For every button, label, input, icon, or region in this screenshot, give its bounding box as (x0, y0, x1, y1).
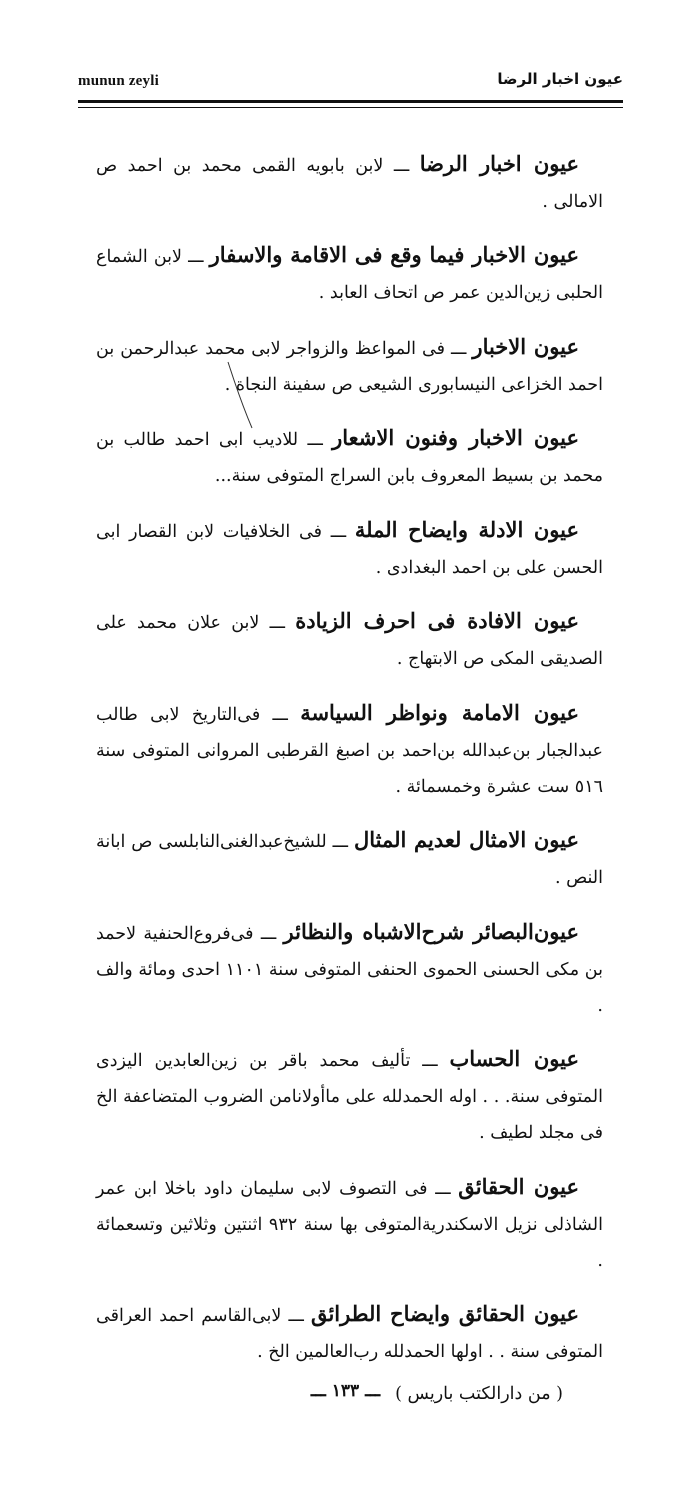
source-note: ( من دارالكتب باريس ) (395, 1384, 563, 1404)
page-header (78, 72, 623, 100)
entry-5 (96, 603, 603, 677)
entry-body: ـــ فى المواعظ والزواجر لابى محمد عبدالرحمن بن احمد الخزاعى النيسابورى الشيعى ص سفينة النجاة . (96, 338, 603, 395)
entry-7 (96, 822, 603, 896)
entry-title: عيون الاخبار وفنون الاشعار (332, 425, 579, 450)
entry-title: عيون الحقائق (458, 1173, 579, 1199)
entry-list (96, 128, 603, 1410)
entry-body: ـــ للاديب ابى احمد طالب بن محمد بن بسيط المعروف بابن السراج المتوفى سنة... (96, 430, 603, 486)
entry-title: عيون اخبار الرضا (419, 150, 579, 176)
entry-title: عيون الاخبار فيما وقع فى الاقامة والاسفار (209, 242, 579, 267)
entry-6 (96, 695, 603, 805)
entry-body: ـــ فى التصوف لابى سليمان داود باخلا ابن عمر الشاذلى نزيل الاسكندرية‌المتوفى بها سنة ٩٣٢ اثنتين وثلاثين وتسعمائة . (96, 1178, 603, 1271)
entry-title: عيون الافادة فى احرف الزيادة (295, 608, 579, 633)
entry-body: ـــ لابن بابويه القمى محمد بن احمد ص الامالى . (96, 155, 603, 212)
entry-title: عيون الادلة وايضاح الملة (354, 516, 579, 542)
entry-body: ـــ لابن الشماع الحلبى زين‌الدين عمر ص اتحاف العابد . (96, 247, 603, 303)
entry-body: ـــ فى الخلافيات لابن القصار ابى الحسن على بن احمد البغدادى . (96, 521, 603, 578)
entry-title: عيون الاخبار (472, 333, 579, 359)
entry-title: عيون‌البصائر شرح‌الاشباه والنظائر (283, 918, 579, 944)
entry-body: ـــ لابى‌القاسم احمد العراقى المتوفى سنة . . اولها الحمدلله رب‌العالمين الخ . (96, 1306, 603, 1362)
header-rule-thin (78, 107, 623, 108)
entry-9 (96, 1041, 603, 1151)
header-right-text: عيون اخبار الرضا (497, 70, 623, 88)
entry-10 (96, 1169, 603, 1279)
entry-title: عيون الحساب (449, 1046, 579, 1071)
entry-title: عيون الامثال لعديم المثال (354, 827, 579, 852)
header-left-text: munun zeyli (78, 73, 159, 89)
entry-title: عيون الحقائق وايضاح الطرائق (310, 1301, 579, 1326)
entry-8 (96, 914, 603, 1024)
entry-body: ـــ للشيخ‌عبدالغنى‌النابلسى ص ابانة النص . (96, 832, 603, 888)
entry-body: ـــ تأليف محمد باقر بن زين‌العابدين اليزدى المتوفى سنة. . . اوله الحمدلله على ماأولانامن الضروب المتضاعفة الخ فى مجلد لطيف . (96, 1051, 603, 1143)
entry-body: ـــ فى‌التاريخ لابى طالب عبدالجبار بن‌عبدالله بن‌احمد بن اصبغ القرطبى المروانى المتوفى سنة ٥١٦ ست عشرة وخمسمائة . (96, 704, 603, 797)
entry-3 (96, 420, 603, 494)
entry-body: ـــ فى‌فروع‌الحنفية لاحمد بن مكى الحسنى الحموى الحنفى المتوفى سنة ١١٠١ احدى ومائة والف . (96, 923, 603, 1016)
entry-title: عيون الامامة ونواظر السياسة (300, 699, 579, 725)
entry-body: ـــ لابن علان محمد على الصديقى المكى ص الابتهاج . (96, 613, 603, 669)
header-rule-thick (78, 100, 623, 103)
entry-11 (96, 1296, 603, 1370)
entry-4 (96, 512, 603, 586)
page-number: ـــ ١٣٣ ـــ (310, 1381, 381, 1401)
entry-1 (96, 237, 603, 311)
entry-0 (96, 146, 603, 220)
entry-2 (96, 329, 603, 403)
